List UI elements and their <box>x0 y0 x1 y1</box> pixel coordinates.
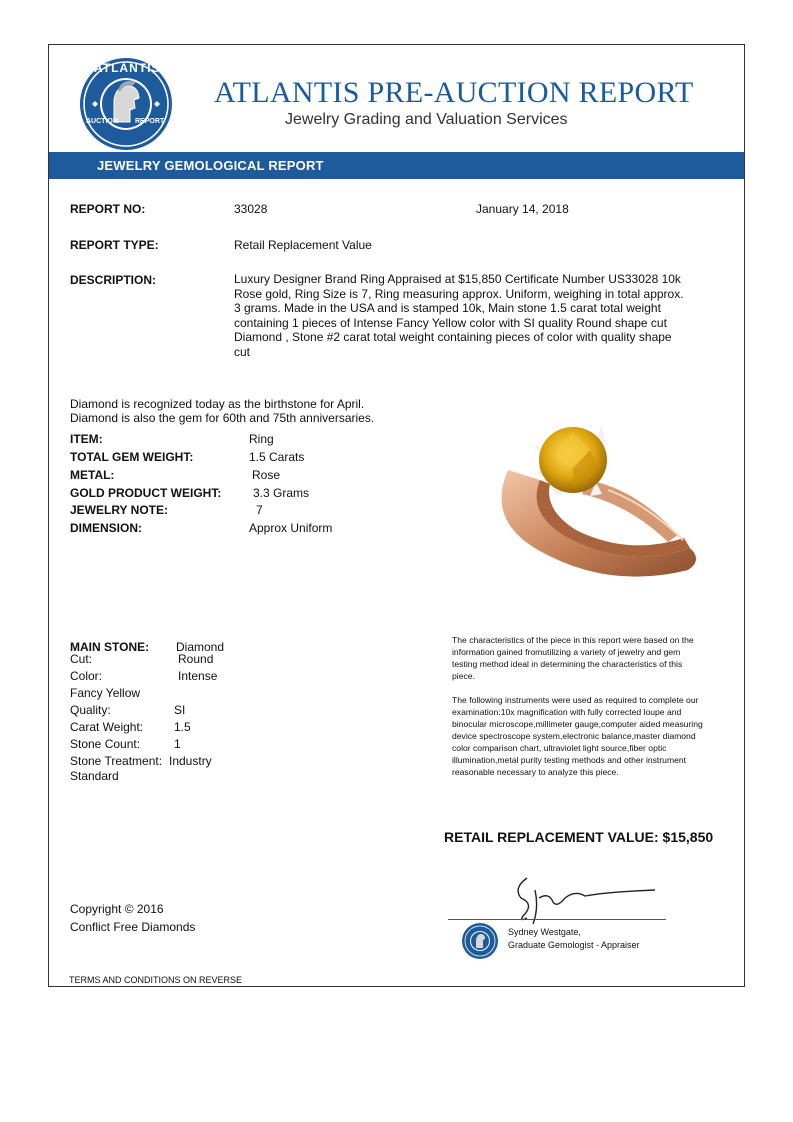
copyright: Copyright © 2016 <box>70 902 164 916</box>
item-value: Ring <box>249 432 274 446</box>
cut-label: Cut: <box>70 652 93 666</box>
jewelry-note-label: JEWELRY NOTE: <box>70 503 169 517</box>
description-text: Luxury Designer Brand Ring Appraised at $15,850 Certificate Number US33028 10k Rose gold, Ring Size is 7, Ring measuring approx. Uniform, weighing in total approx. 3 grams. Made in the USA and is stamped 10k, Main stone 1.5 carat total weight containing 1 pieces of Intense Fancy Yellow color with SI quality Round shape cut Diamond , Stone #2 carat total weight containing pieces of color with quality shape cut <box>234 272 684 359</box>
cut-value: Round <box>178 652 214 666</box>
total-gem-weight-label: TOTAL GEM WEIGHT: <box>70 450 194 464</box>
signer-title: Graduate Gemologist - Appraiser <box>508 940 640 950</box>
metal-value: Rose <box>252 468 281 482</box>
main-stone-label: MAIN STONE: <box>70 640 150 654</box>
signature-line <box>448 919 666 920</box>
quality-label: Quality: <box>70 703 111 717</box>
gold-weight-value: 3.3 Grams <box>253 486 310 500</box>
ring-image <box>478 410 703 590</box>
carat-weight-value: 1.5 <box>174 720 191 734</box>
carat-weight-label: Carat Weight: <box>70 720 144 734</box>
total-gem-weight-value: 1.5 Carats <box>249 450 305 464</box>
company-name: Conflict Free Diamonds <box>70 920 196 934</box>
logo-bottom-left-text: AUCTION <box>86 118 118 125</box>
color-label: Color: <box>70 669 103 683</box>
report-no-label: REPORT NO: <box>70 202 146 216</box>
stone-count-label: Stone Count: <box>70 737 141 751</box>
instruments-paragraph: The following instruments were used as required to complete our examination:10x magnification with fully corrected loupe and binocular microscope,millimeter gauge,computer aided measuring device spectroscope system,electronic balance,master diamond color comparison chart, ultraviolet light source,fiber optic illumination,metal purity testing methods and other instrument reasonable necessary to analyze this piece. <box>452 695 703 777</box>
seal-icon <box>461 922 499 960</box>
report-title: ATLANTIS PRE-AUCTION REPORT <box>214 76 694 109</box>
metal-label: METAL: <box>70 468 115 482</box>
stone-count-value: 1 <box>174 737 181 751</box>
dimension-value: Approx Uniform <box>249 521 333 535</box>
description-label: DESCRIPTION: <box>70 273 157 287</box>
jewelry-note-value: 7 <box>256 503 263 517</box>
report-type-value: Retail Replacement Value <box>234 238 372 252</box>
color-value: Intense <box>178 669 218 683</box>
report-no-value: 33028 <box>234 202 268 216</box>
dimension-label: DIMENSION: <box>70 521 142 535</box>
report-date: January 14, 2018 <box>476 202 569 216</box>
terms-notice: TERMS AND CONDITIONS ON REVERSE <box>69 975 243 985</box>
characteristics-paragraph: The characteristics of the piece in this report were based on the information gained fromutilizing a variety of jewelry and gem testing method ideal in determining the characteristics of this piece. <box>452 635 694 681</box>
section-band-label: JEWELRY GEMOLOGICAL REPORT <box>97 158 324 173</box>
logo-bottom-right-text: REPORT <box>135 118 165 125</box>
quality-value: SI <box>174 703 186 717</box>
stone-treatment-value: Industry <box>169 754 212 768</box>
logo-top-text: ATLANTIS <box>94 61 161 75</box>
main-stone-value: Diamond <box>176 640 225 654</box>
stone-treatment-label: Stone Treatment: <box>70 754 163 768</box>
gold-weight-label: GOLD PRODUCT WEIGHT: <box>70 486 222 500</box>
retail-replacement-value: RETAIL REPLACEMENT VALUE: $15,850 <box>444 829 714 845</box>
signer-name: Sydney Westgate, <box>508 927 581 937</box>
birthstone-note-1: Diamond is recognized today as the birthstone for April. <box>70 397 365 411</box>
report-subtitle: Jewelry Grading and Valuation Services <box>285 111 568 128</box>
stone-treatment-value-line2: Standard <box>70 769 119 783</box>
item-label: ITEM: <box>70 432 103 446</box>
birthstone-note-2: Diamond is also the gem for 60th and 75th anniversaries. <box>70 411 375 425</box>
report-type-label: REPORT TYPE: <box>70 238 159 252</box>
color-value-line2: Fancy Yellow <box>70 686 141 700</box>
